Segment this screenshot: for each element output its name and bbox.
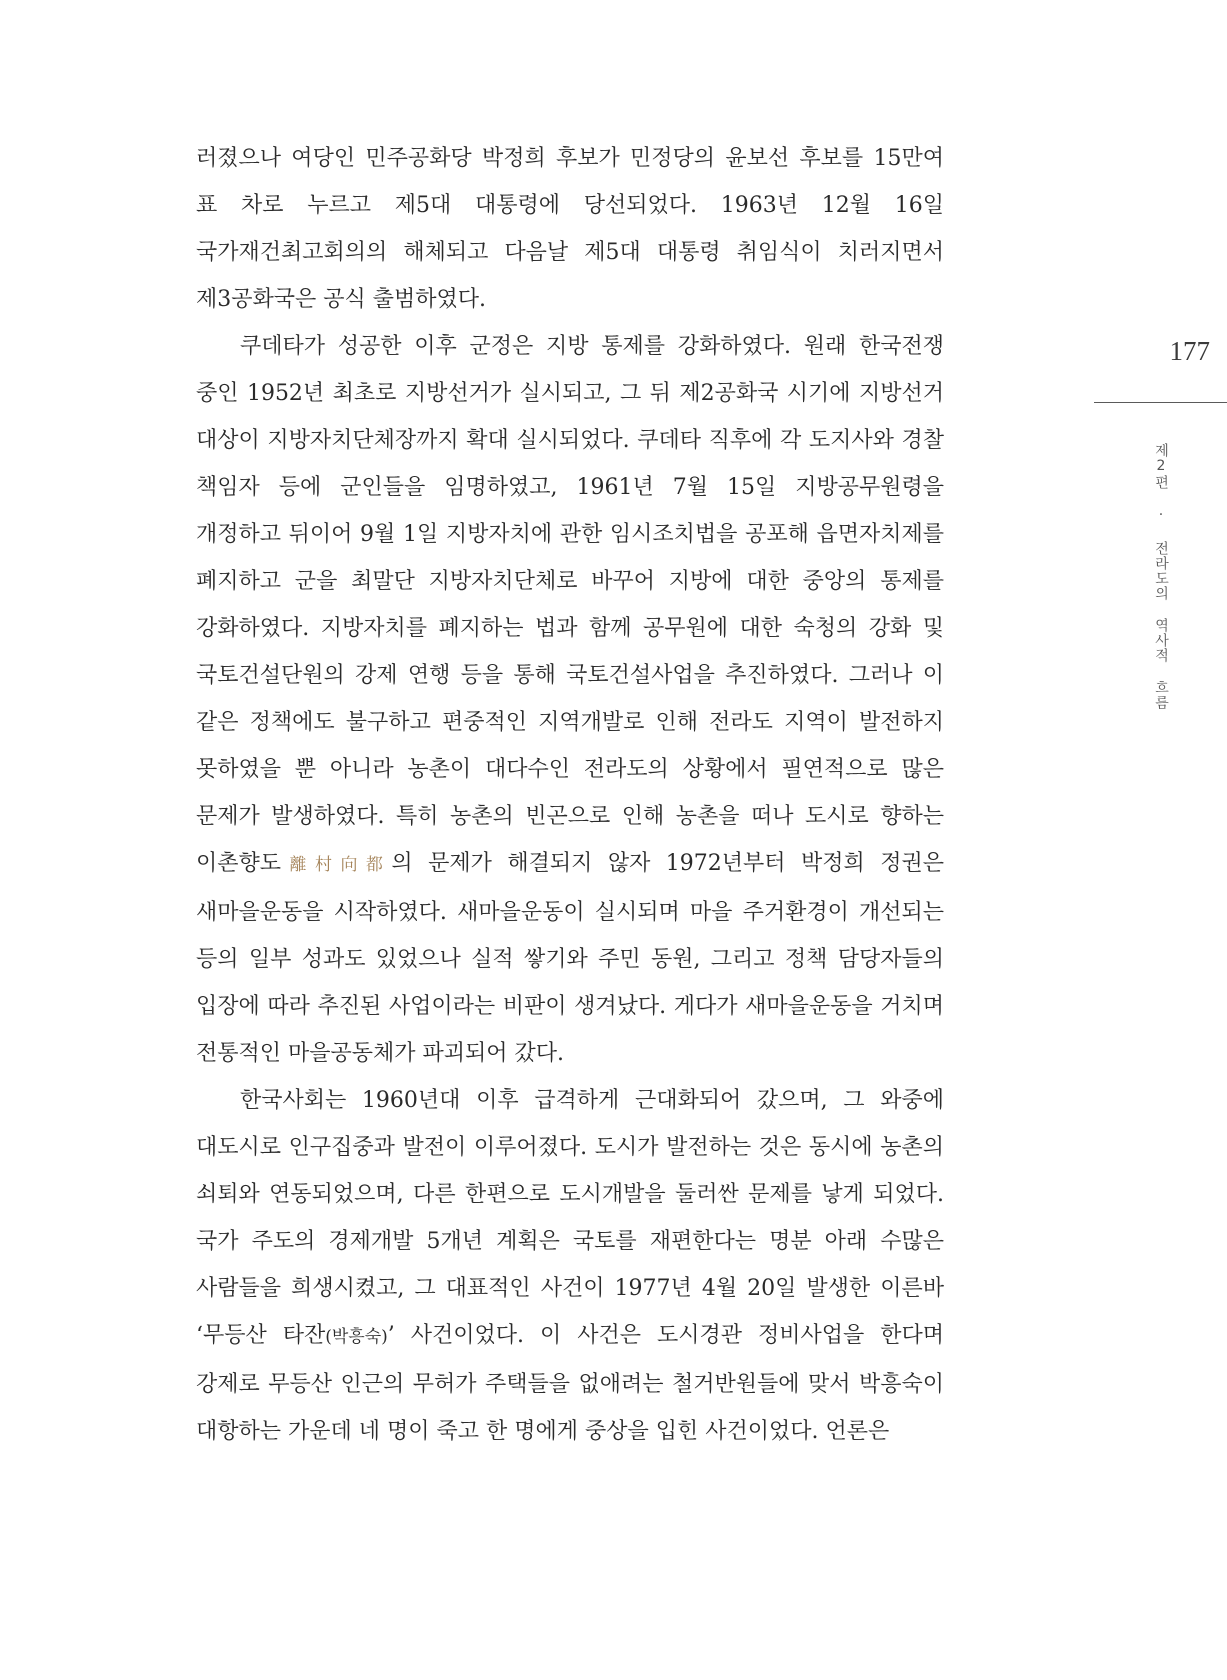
paragraph-text-after: ’ 사건이었다. 이 사건은 도시경관 정비사업을 한다며 강제로 무등산 인근의 무허가 주택들을 없애려는 철거반원들에 맞서 박흥숙이 대항하는 가운데 네 명이 죽고 한 명에게 중상을 입힌 사건이었다. 언론은 — [196, 1323, 944, 1444]
paragraph-continuation — [196, 135, 944, 323]
paragraph-text: 러졌으나 여당인 민주공화당 박정희 후보가 민정당의 윤보선 후보를 15만여 표 차로 누르고 제5대 대통령에 당선되었다. 1963년 12월 16일 국가재건최고회의의 해체되고 다음날 제5대 대통령 취임식이 치러지면서 제3공화국은 공식 출범하였다. — [196, 146, 944, 312]
paragraph-urbanization — [196, 1077, 944, 1455]
margin-divider — [1094, 402, 1227, 403]
paragraph-text: 쿠데타가 성공한 이후 군정은 지방 통제를 강화하였다. 원래 한국전쟁 중인 1952년 최초로 지방선거가 실시되고, 그 뒤 제2공화국 시기에 지방선거 대상이 지방자치단체장까지 확대 실시되었다. 쿠데타 직후에 각 도지사와 경찰 책임자 등에 군인들을 임명하였고, 1961년 7월 15일 지방공무원령을 개정하고 뒤이어 9월 1일 지방자치에 관한 임시조치법을 공포해 읍면자치제를 폐지하고 군을 최말단 지방자치단체로 바꾸어 지방에 대한 중앙의 통제를 강화하였다. 지방자치를 폐지하는 법과 함께 공무원에 대한 숙청의 강화 및 국토건설단원의 강제 연행 등을 통해 국토건설사업을 추진하였다. 그러나 이 같은 정책에도 불구하고 편중적인 지역개발로 인해 전라도 지역이 발전하지 못하였을 뿐 아니라 농촌이 대다수인 전라도의 상황에서 필연적으로 많은 문제가 발생하였다. 특히 농촌의 빈곤으로 인해 농촌을 떠나 도시로 향하는 이촌향도 — [196, 334, 944, 876]
chapter-label: 제2편 · 전라도의 역사적 흐름 — [1153, 443, 1169, 710]
body-text — [196, 135, 944, 1455]
paragraph-text-after: 의 문제가 해결되지 않자 1972년부터 박정희 정권은 새마을운동을 시작하였다. 새마을운동이 실시되며 마을 주거환경이 개선되는 등의 일부 성과도 있었으나 실적 쌓기와 주민 동원, 그리고 정책 담당자들의 입장에 따라 추진된 사업이라는 비판이 생겨났다. 게다가 새마을운동을 거치며 전통적인 마을공동체가 파괴되어 갔다. — [196, 851, 944, 1066]
page-number: 177 — [1169, 336, 1210, 366]
paragraph-text: 한국사회는 1960년대 이후 급격하게 근대화되어 갔으며, 그 와중에 대도시로 인구집중과 발전이 이루어졌다. 도시가 발전하는 것은 동시에 농촌의 쇠퇴와 연동되었으며, 다른 한편으로 도시개발을 둘러싼 문제를 낳게 되었다. 국가 주도의 경제개발 5개년 계획은 국토를 재편한다는 명분 아래 수많은 사람들을 희생시켰고, 그 대표적인 사건이 1977년 4월 20일 발생한 이른바 ‘무등산 타잔 — [196, 1088, 944, 1348]
name-annotation: (박흥숙) — [325, 1327, 388, 1347]
hanja-annotation: 離村向都 — [281, 855, 392, 875]
paragraph-local-control — [196, 323, 944, 1077]
